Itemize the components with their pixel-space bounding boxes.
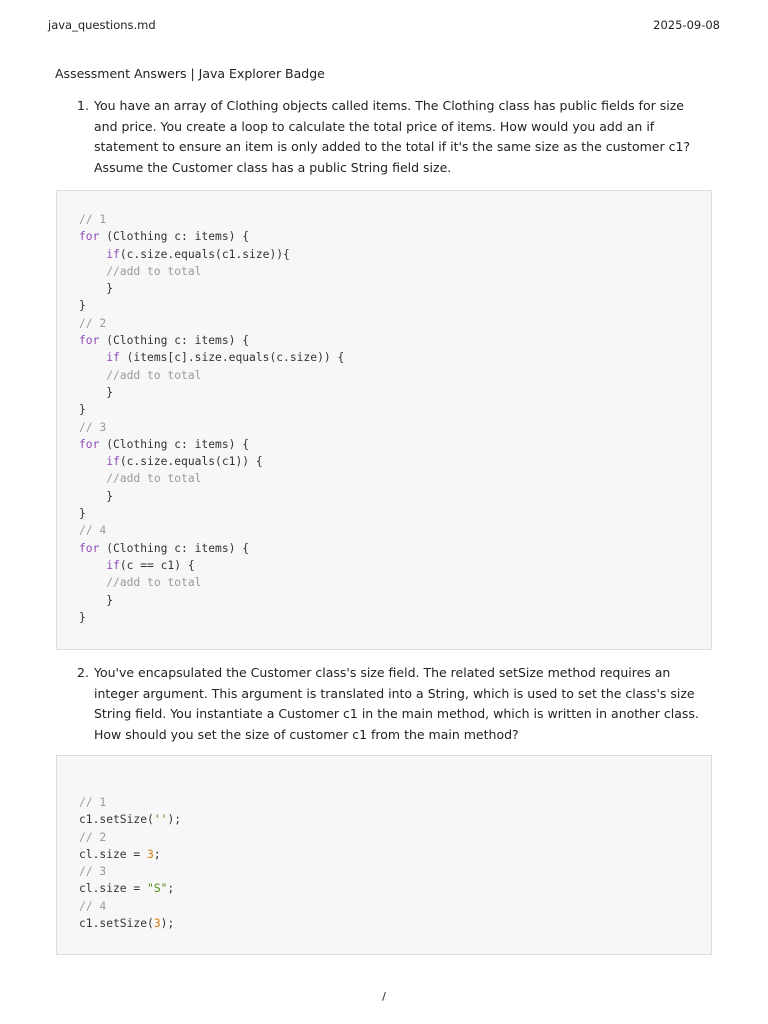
code-line [79, 829, 711, 846]
code-token-plain: } [79, 282, 114, 296]
code-line [79, 384, 711, 401]
code-token-plain: } [79, 610, 86, 624]
code-token-comment: //add to total [106, 264, 202, 278]
code-line [79, 880, 711, 897]
code-token-comment: // 3 [79, 420, 107, 434]
question-number: 2. [77, 665, 89, 680]
code-token-plain [79, 369, 106, 382]
code-token-string: "S" [147, 882, 168, 896]
code-token-comment: //add to total [106, 472, 202, 486]
code-line [79, 419, 711, 436]
page-footer-marker: / [382, 990, 386, 1003]
code-token-plain: (Clothing c: items) { [99, 437, 250, 451]
code-token-comment: //add to total [106, 368, 202, 382]
code-token-plain: (c.size.equals(c1)) { [119, 455, 263, 469]
code-token-plain [79, 265, 106, 278]
page-title: Assessment Answers | Java Explorer Badge [55, 66, 325, 81]
code-token-plain: } [79, 385, 114, 399]
code-token-plain: ; [153, 847, 161, 861]
code-token-keyword: if [106, 351, 120, 365]
code-line [79, 811, 711, 828]
question-text: You have an array of Clothing objects called items. The Clothing class has public fields for size and price. You create a loop to calculate the total price of items. How would you add an if statement to ensure an item is only added to the total if it's the same size as the customer c1? Assume the Customer class has a public String field size. [94, 98, 691, 175]
code-token-keyword: if [106, 247, 120, 261]
code-line [79, 401, 711, 418]
code-line [79, 263, 711, 280]
code-line [79, 505, 711, 522]
code-token-plain [79, 248, 106, 261]
code-line [79, 540, 711, 557]
code-token-plain: (c == c1) { [119, 558, 195, 572]
code-token-plain: (Clothing c: items) { [99, 334, 250, 348]
code-token-keyword: for [79, 437, 100, 451]
code-line [79, 297, 711, 314]
code-token-comment: // 1 [79, 796, 107, 809]
code-token-plain [79, 472, 106, 485]
code-token-plain: } [79, 593, 114, 607]
code-line [79, 228, 711, 245]
code-token-keyword: for [79, 541, 100, 555]
code-token-plain [79, 351, 106, 364]
code-block-question-2 [56, 755, 712, 955]
code-line [79, 280, 711, 297]
code-token-comment: // 2 [79, 316, 107, 330]
header-filename: java_questions.md [48, 18, 156, 32]
code-token-plain [79, 576, 106, 589]
code-line [79, 367, 711, 384]
code-line [79, 470, 711, 487]
code-token-number: 3 [153, 917, 161, 931]
code-line [79, 332, 711, 349]
code-token-plain: } [79, 299, 86, 313]
code-line [79, 592, 711, 609]
code-line [79, 349, 711, 366]
code-token-number: 3 [147, 847, 154, 861]
question-text: You've encapsulated the Customer class's size field. The related setSize method requires an integer argument. This argument is translated into a String, which is used to set the class's size String field. You instantiate a Customer c1 in the main method, which is written in another class. How should you set the size of customer c1 from the main method? [94, 665, 699, 742]
code-line [79, 846, 711, 863]
code-token-plain [79, 559, 106, 572]
code-token-comment: // 3 [79, 865, 107, 879]
code-line [79, 315, 711, 332]
question-1 [55, 96, 705, 178]
code-token-plain: ; [167, 882, 175, 896]
code-token-plain: } [79, 489, 114, 503]
code-token-plain: (Clothing c: items) { [99, 541, 250, 555]
code-token-plain: ); [160, 917, 175, 931]
code-line [79, 436, 711, 453]
code-token-plain: } [79, 507, 86, 521]
code-line [79, 915, 711, 932]
code-line [79, 574, 711, 591]
code-block-question-1 [56, 190, 712, 650]
code-token-plain: c1.setSize( [79, 813, 154, 827]
code-token-plain: cl.size = [79, 882, 148, 896]
code-token-comment: // 4 [79, 899, 107, 913]
question-number: 1. [77, 98, 89, 113]
code-token-plain: c1.setSize( [79, 917, 154, 931]
code-line [79, 557, 711, 574]
code-token-plain: cl.size = [79, 847, 148, 861]
code-line [79, 794, 711, 811]
code-token-plain: (Clothing c: items) { [99, 230, 250, 244]
code-token-plain: } [79, 403, 86, 417]
code-line [79, 898, 711, 915]
code-token-comment: // 2 [79, 830, 107, 844]
code-token-plain: (c.size.equals(c1.size)){ [119, 247, 290, 261]
question-2 [55, 663, 705, 745]
code-line [79, 453, 711, 470]
code-token-keyword: if [106, 558, 120, 572]
code-token-plain: (items[c].size.equals(c.size)) { [119, 351, 345, 365]
code-token-plain [79, 455, 106, 468]
code-line [79, 522, 711, 539]
code-token-comment: // 1 [79, 213, 107, 226]
code-line [79, 211, 711, 228]
code-line [79, 488, 711, 505]
code-token-string: '' [153, 813, 168, 827]
code-token-comment: // 4 [79, 524, 107, 538]
code-line [79, 863, 711, 880]
code-line [79, 609, 711, 626]
code-line [79, 246, 711, 263]
code-token-comment: //add to total [106, 576, 202, 590]
code-token-keyword: for [79, 334, 100, 348]
header-date: 2025-09-08 [653, 18, 720, 32]
code-token-keyword: if [106, 455, 120, 469]
code-token-plain: ); [167, 813, 182, 827]
code-token-keyword: for [79, 230, 100, 244]
